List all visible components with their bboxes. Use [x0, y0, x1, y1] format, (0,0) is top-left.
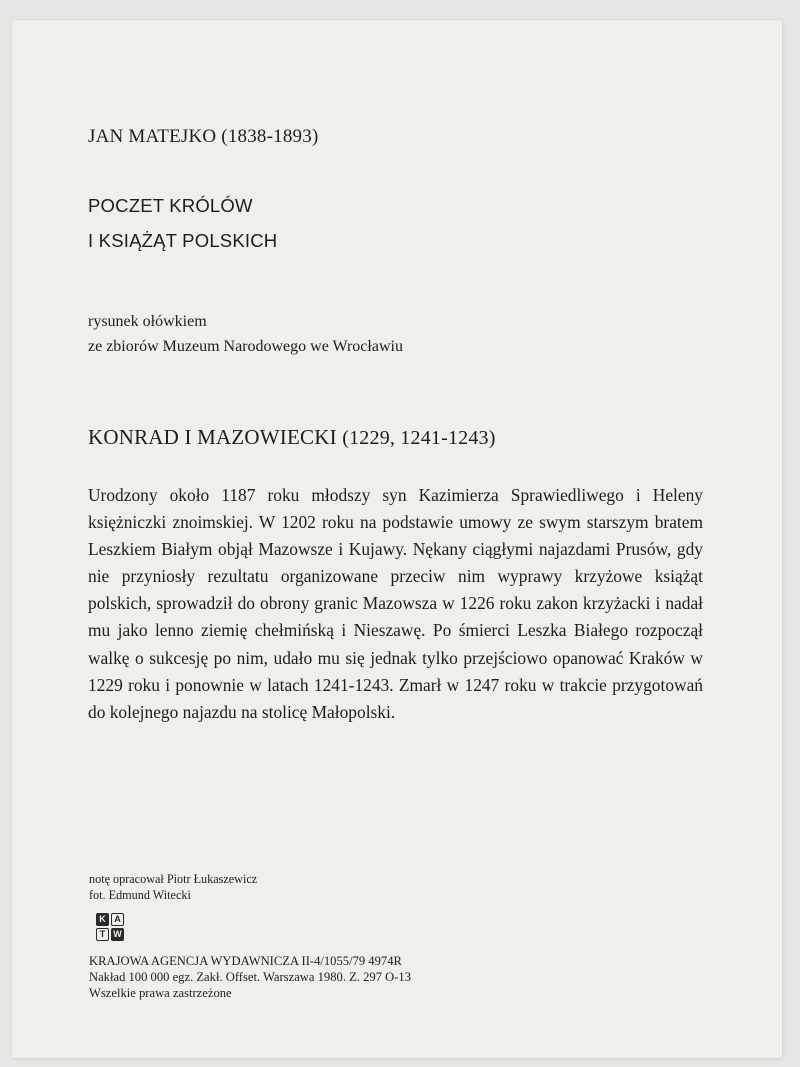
biography-text: Urodzony około 1187 roku młodszy syn Kazimierza Sprawiedliwego i Heleny księżniczki znoimskiej. W 1202 roku na podstawie umowy ze swym starszym bratem Leszkiem Białym objął Mazowsze i Kujawy. Nękany ciągłymi najazdami Prusów, gdy nie przyniosły rezultatu organizowane przeciw nim wyprawy krzyżowe książąt polskich, sprowadził do obrony granic Mazowsza w 1226 roku zakon krzyżacki i nadał mu jako lenno ziemię chełmińską i Nieszawę. Po śmierci Leszka Białego rozpoczął walkę o sukcesję po nim, udało mu się jednak tylko przejściowo opanować Kraków w 1229 roku i ponownie w latach 1241-1243. Zmarł w 1247 roku w trakcie przygotowań do kolejnego najazdu na stolicę Małopolski.	[88, 485, 703, 722]
collection-line: ze zbiorów Muzeum Narodowego we Wrocławiu	[88, 338, 403, 355]
author-heading: JAN MATEJKO (1838-1893)	[88, 126, 319, 147]
credits	[89, 872, 257, 903]
logo-letter: K	[96, 913, 109, 926]
postcard-back	[12, 20, 782, 1058]
publisher-logo	[96, 913, 138, 943]
author-note-credit: notę opracował Piotr Łukaszewicz	[89, 872, 258, 886]
series-title-line: I KSIĄŻĄT POLSKICH	[88, 230, 278, 251]
series-title	[88, 188, 277, 258]
ruler-heading	[88, 425, 496, 450]
imprint-line: Wszelkie prawa zastrzeżone	[89, 985, 232, 1000]
ruler-name: KONRAD I MAZOWIECKI	[88, 425, 337, 449]
logo-letter: W	[111, 928, 124, 941]
imprint-line: Nakład 100 000 egz. Zakł. Offset. Warszawa 1980. Z. 297 O-13	[89, 969, 412, 984]
imprint-line: KRAJOWA AGENCJA WYDAWNICZA II-4/1055/79 4974R	[89, 954, 402, 968]
logo-letter: A	[111, 913, 124, 926]
ruler-reign-dates: (1229, 1241-1243)	[342, 427, 496, 449]
publisher-imprint	[89, 954, 411, 1001]
series-title-line: POCZET KRÓLÓW	[88, 195, 253, 216]
artwork-source	[88, 309, 403, 359]
technique-line: rysunek ołówkiem	[88, 313, 207, 330]
photo-credit: fot. Edmund Witecki	[89, 887, 191, 902]
logo-letter: T	[96, 928, 109, 941]
